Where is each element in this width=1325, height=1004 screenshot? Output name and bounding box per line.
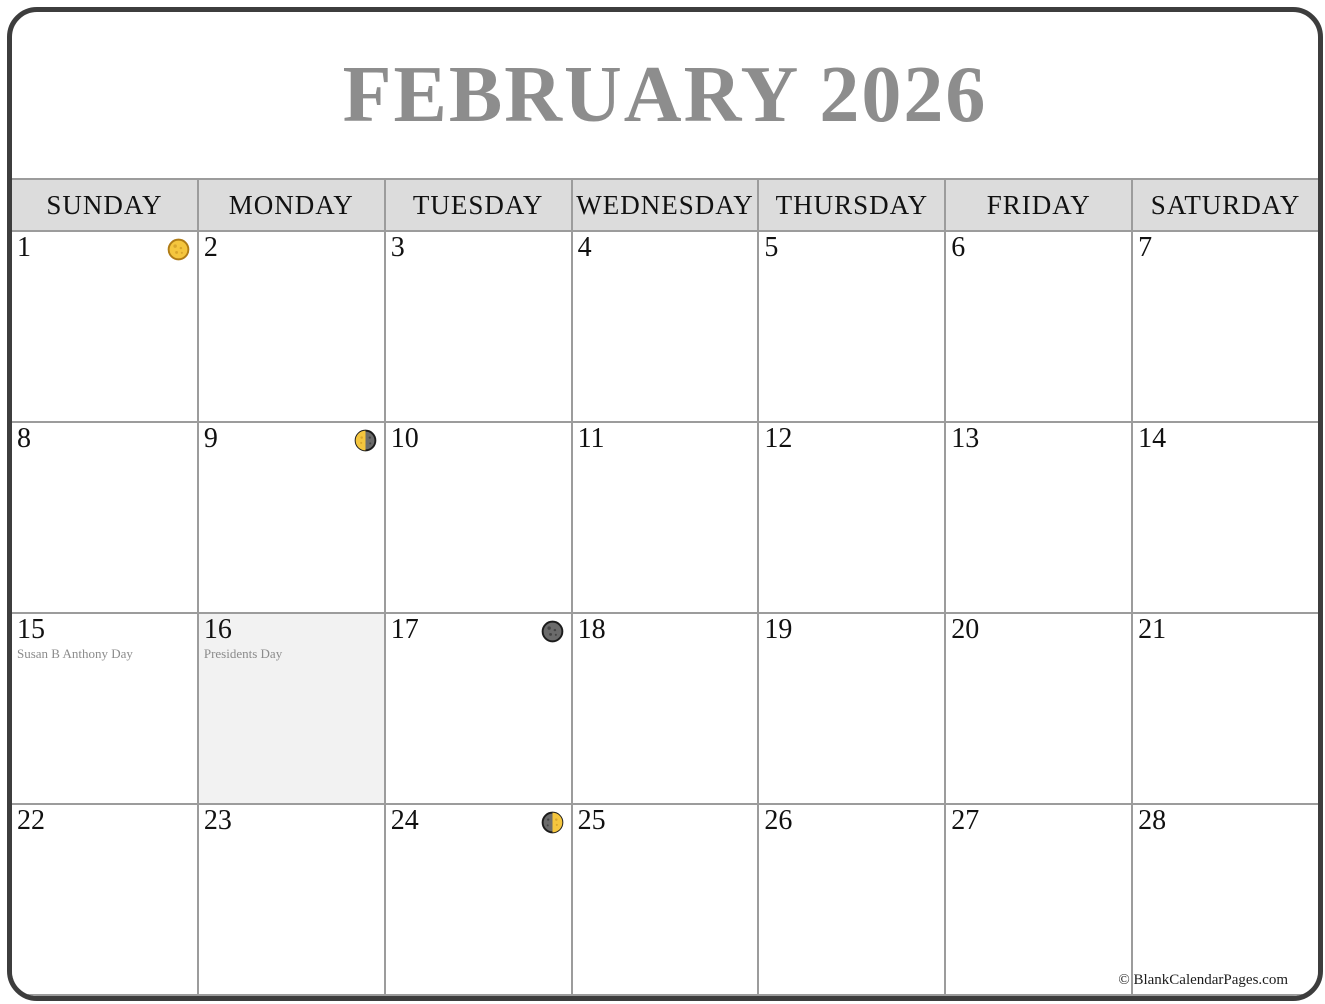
day-cell-14 <box>1133 423 1318 612</box>
day-number: 11 <box>577 423 605 454</box>
day-number: 18 <box>577 614 606 645</box>
calendar-grid <box>12 178 1318 996</box>
day-cell-9 <box>199 423 384 612</box>
day-cell-1 <box>12 232 197 421</box>
day-cell-7 <box>1133 232 1318 421</box>
holiday-label: Susan B Anthony Day <box>17 646 133 662</box>
day-number: 21 <box>1138 614 1167 645</box>
weekday-header-thursday: THURSDAY <box>759 180 944 230</box>
day-number: 24 <box>390 805 419 836</box>
day-cell-2 <box>199 232 384 421</box>
day-number: 25 <box>577 805 606 836</box>
weekday-header-monday: MONDAY <box>199 180 384 230</box>
new-moon-icon <box>541 620 564 643</box>
day-cell-11 <box>573 423 758 612</box>
weekday-header-friday: FRIDAY <box>946 180 1131 230</box>
day-cell-22 <box>12 805 197 994</box>
day-number: 6 <box>951 232 966 263</box>
calendar-page <box>7 7 1323 1001</box>
day-cell-6 <box>946 232 1131 421</box>
day-cell-23 <box>199 805 384 994</box>
full-moon-icon <box>167 238 190 261</box>
weekday-header-tuesday: TUESDAY <box>386 180 571 230</box>
day-number: 2 <box>203 232 218 263</box>
first-quarter-icon <box>541 811 564 834</box>
day-number: 8 <box>17 423 31 454</box>
day-number: 28 <box>1138 805 1167 836</box>
calendar-title: FEBRUARY 2026 <box>342 50 988 139</box>
day-number: 17 <box>390 614 419 645</box>
day-cell-10 <box>386 423 571 612</box>
day-number: 23 <box>203 805 232 836</box>
day-cell-19 <box>759 614 944 803</box>
day-number: 20 <box>951 614 980 645</box>
day-number: 4 <box>577 232 592 263</box>
day-cell-8 <box>12 423 197 612</box>
day-number: 10 <box>390 423 419 454</box>
day-cell-20 <box>946 614 1131 803</box>
day-number: 14 <box>1138 423 1167 454</box>
day-cell-5 <box>759 232 944 421</box>
day-number: 15 <box>17 614 45 645</box>
copyright-text: © BlankCalendarPages.com <box>1118 972 1288 988</box>
weekday-header-wednesday: WEDNESDAY <box>573 180 758 230</box>
day-cell-16 <box>199 614 384 803</box>
weekday-header-sunday: SUNDAY <box>12 180 197 230</box>
day-cell-12 <box>759 423 944 612</box>
day-number: 12 <box>764 423 793 454</box>
day-number: 7 <box>1138 232 1153 263</box>
day-cell-13 <box>946 423 1131 612</box>
day-cell-3 <box>386 232 571 421</box>
day-number: 16 <box>203 614 232 645</box>
day-cell-18 <box>573 614 758 803</box>
last-quarter-icon <box>354 429 377 452</box>
day-cell-27 <box>946 805 1131 994</box>
day-cell-25 <box>573 805 758 994</box>
day-cell-24 <box>386 805 571 994</box>
day-cell-17 <box>386 614 571 803</box>
holiday-label: Presidents Day <box>203 646 283 662</box>
day-number: 13 <box>951 423 980 454</box>
day-cell-21 <box>1133 614 1318 803</box>
day-cell-28 <box>1133 805 1318 994</box>
day-cell-15 <box>12 614 197 803</box>
day-number: 9 <box>203 423 218 454</box>
day-number: 26 <box>764 805 793 836</box>
weekday-header-saturday: SATURDAY <box>1133 180 1318 230</box>
day-number: 5 <box>764 232 779 263</box>
day-number: 3 <box>390 232 405 263</box>
day-number: 1 <box>17 232 31 263</box>
day-cell-4 <box>573 232 758 421</box>
day-number: 27 <box>951 805 980 836</box>
day-number: 22 <box>17 805 45 836</box>
day-number: 19 <box>764 614 793 645</box>
day-cell-26 <box>759 805 944 994</box>
